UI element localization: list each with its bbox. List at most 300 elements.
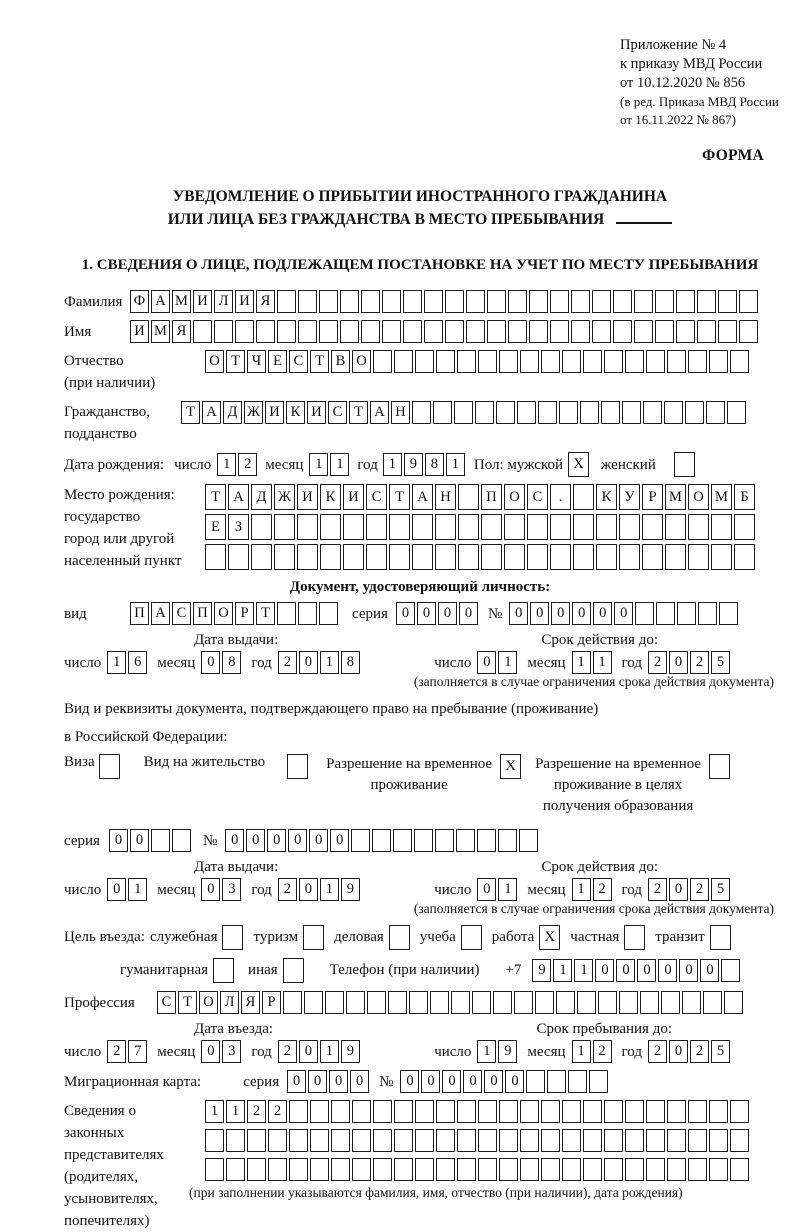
form-cell[interactable]: М bbox=[711, 484, 732, 510]
form-cell[interactable]: X bbox=[568, 452, 589, 477]
form-cell[interactable] bbox=[676, 290, 695, 313]
form-cell[interactable] bbox=[504, 544, 525, 570]
form-cell[interactable] bbox=[340, 320, 359, 343]
form-cell[interactable] bbox=[697, 290, 716, 313]
form-cell[interactable]: 0 bbox=[309, 829, 328, 852]
form-cell[interactable] bbox=[394, 350, 413, 373]
form-cell[interactable]: О bbox=[688, 484, 709, 510]
form-cell[interactable] bbox=[297, 514, 318, 540]
form-cell[interactable] bbox=[688, 544, 709, 570]
form-cell[interactable]: 0 bbox=[438, 602, 457, 625]
form-cell[interactable] bbox=[550, 514, 571, 540]
form-cell[interactable] bbox=[550, 320, 569, 343]
form-cell[interactable] bbox=[251, 514, 272, 540]
form-cell[interactable] bbox=[414, 829, 433, 852]
form-cell[interactable] bbox=[697, 320, 716, 343]
form-cell[interactable] bbox=[289, 1158, 308, 1181]
form-cell[interactable] bbox=[573, 544, 594, 570]
form-cell[interactable] bbox=[435, 514, 456, 540]
form-cell[interactable]: 9 bbox=[404, 453, 423, 476]
form-cell[interactable] bbox=[499, 1100, 518, 1123]
form-cell[interactable] bbox=[622, 401, 641, 424]
form-cell[interactable] bbox=[343, 514, 364, 540]
form-cell[interactable]: 0 bbox=[509, 602, 528, 625]
form-cell[interactable]: 0 bbox=[267, 829, 286, 852]
form-cell[interactable]: 0 bbox=[299, 651, 318, 674]
form-cell[interactable]: А bbox=[202, 401, 221, 424]
form-cell[interactable]: Ж bbox=[274, 484, 295, 510]
form-cell[interactable] bbox=[319, 290, 338, 313]
form-cell[interactable]: А bbox=[228, 484, 249, 510]
form-cell[interactable] bbox=[526, 1070, 545, 1093]
form-cell[interactable] bbox=[403, 290, 422, 313]
form-cell[interactable]: Я bbox=[241, 991, 260, 1014]
form-cell[interactable]: 0 bbox=[477, 878, 496, 901]
form-cell[interactable] bbox=[478, 350, 497, 373]
form-cell[interactable] bbox=[403, 320, 422, 343]
form-cell[interactable] bbox=[676, 320, 695, 343]
form-cell[interactable]: О bbox=[205, 350, 224, 373]
form-cell[interactable] bbox=[709, 350, 728, 373]
form-cell[interactable]: Я bbox=[256, 290, 275, 313]
form-cell[interactable]: П bbox=[193, 602, 212, 625]
form-cell[interactable] bbox=[433, 401, 452, 424]
form-cell[interactable]: 9 bbox=[498, 1040, 517, 1063]
form-cell[interactable] bbox=[340, 290, 359, 313]
form-cell[interactable] bbox=[436, 350, 455, 373]
form-cell[interactable]: 0 bbox=[299, 878, 318, 901]
form-cell[interactable]: 0 bbox=[299, 1040, 318, 1063]
form-cell[interactable]: 0 bbox=[442, 1070, 461, 1093]
form-cell[interactable] bbox=[475, 401, 494, 424]
residence-permit-checkbox[interactable] bbox=[287, 754, 308, 779]
form-cell[interactable]: 0 bbox=[700, 959, 719, 982]
form-cell[interactable] bbox=[424, 320, 443, 343]
form-cell[interactable]: Т bbox=[349, 401, 368, 424]
form-cell[interactable] bbox=[319, 320, 338, 343]
form-cell[interactable] bbox=[529, 320, 548, 343]
sex-male-checkbox[interactable] bbox=[568, 452, 589, 477]
form-cell[interactable] bbox=[247, 1158, 266, 1181]
form-cell[interactable] bbox=[436, 1100, 455, 1123]
form-cell[interactable]: 2 bbox=[690, 1040, 709, 1063]
form-cell[interactable] bbox=[562, 1100, 581, 1123]
form-cell[interactable] bbox=[343, 544, 364, 570]
purpose-private-checkbox[interactable] bbox=[624, 925, 645, 950]
form-cell[interactable]: 2 bbox=[238, 453, 257, 476]
form-cell[interactable]: Р bbox=[262, 991, 281, 1014]
form-cell[interactable] bbox=[289, 1100, 308, 1123]
form-cell[interactable] bbox=[709, 754, 730, 779]
edu-permit-checkbox[interactable] bbox=[709, 754, 730, 779]
sex-female-checkbox[interactable] bbox=[674, 452, 695, 477]
form-cell[interactable]: 9 bbox=[532, 959, 551, 982]
form-cell[interactable]: С bbox=[527, 484, 548, 510]
form-cell[interactable] bbox=[529, 290, 548, 313]
form-cell[interactable] bbox=[498, 829, 517, 852]
form-cell[interactable] bbox=[718, 290, 737, 313]
form-cell[interactable] bbox=[583, 1129, 602, 1152]
form-cell[interactable]: Р bbox=[642, 484, 663, 510]
form-cell[interactable]: 0 bbox=[616, 959, 635, 982]
form-cell[interactable] bbox=[739, 320, 758, 343]
form-cell[interactable] bbox=[298, 290, 317, 313]
form-cell[interactable] bbox=[625, 1100, 644, 1123]
form-cell[interactable]: 9 bbox=[341, 878, 360, 901]
form-cell[interactable] bbox=[151, 829, 170, 852]
form-cell[interactable] bbox=[222, 925, 243, 950]
form-cell[interactable]: 2 bbox=[278, 878, 297, 901]
purpose-transit-checkbox[interactable] bbox=[710, 925, 731, 950]
form-cell[interactable] bbox=[389, 514, 410, 540]
form-cell[interactable] bbox=[466, 320, 485, 343]
form-cell[interactable] bbox=[366, 544, 387, 570]
form-cell[interactable] bbox=[661, 991, 680, 1014]
form-cell[interactable]: 0 bbox=[107, 878, 126, 901]
form-cell[interactable]: 1 bbox=[498, 878, 517, 901]
form-cell[interactable] bbox=[739, 290, 758, 313]
form-cell[interactable] bbox=[711, 544, 732, 570]
form-cell[interactable] bbox=[274, 514, 295, 540]
form-cell[interactable]: 0 bbox=[308, 1070, 327, 1093]
temp-permit-checkbox[interactable] bbox=[500, 754, 521, 779]
form-cell[interactable] bbox=[634, 320, 653, 343]
form-cell[interactable] bbox=[277, 602, 296, 625]
form-cell[interactable]: 0 bbox=[530, 602, 549, 625]
form-cell[interactable]: И bbox=[235, 290, 254, 313]
form-cell[interactable] bbox=[373, 350, 392, 373]
form-cell[interactable]: Т bbox=[205, 484, 226, 510]
form-cell[interactable] bbox=[604, 1158, 623, 1181]
form-cell[interactable] bbox=[268, 1158, 287, 1181]
form-cell[interactable] bbox=[409, 991, 428, 1014]
form-cell[interactable] bbox=[382, 320, 401, 343]
form-cell[interactable]: Ф bbox=[130, 290, 149, 313]
form-cell[interactable] bbox=[373, 1129, 392, 1152]
form-cell[interactable]: 6 bbox=[128, 651, 147, 674]
form-cell[interactable]: 0 bbox=[246, 829, 265, 852]
form-cell[interactable] bbox=[519, 829, 538, 852]
form-cell[interactable]: 0 bbox=[400, 1070, 419, 1093]
form-cell[interactable]: 2 bbox=[690, 651, 709, 674]
form-cell[interactable] bbox=[457, 1158, 476, 1181]
form-cell[interactable] bbox=[331, 1158, 350, 1181]
form-cell[interactable] bbox=[619, 991, 638, 1014]
form-cell[interactable] bbox=[256, 320, 275, 343]
form-cell[interactable]: 2 bbox=[648, 878, 667, 901]
form-cell[interactable]: 0 bbox=[201, 1040, 220, 1063]
form-cell[interactable]: Т bbox=[178, 991, 197, 1014]
purpose-work-checkbox[interactable] bbox=[539, 925, 560, 950]
form-cell[interactable] bbox=[646, 1129, 665, 1152]
form-cell[interactable]: И bbox=[265, 401, 284, 424]
form-cell[interactable] bbox=[351, 829, 370, 852]
form-cell[interactable]: Т bbox=[256, 602, 275, 625]
form-cell[interactable]: 0 bbox=[614, 602, 633, 625]
form-cell[interactable]: 0 bbox=[658, 959, 677, 982]
form-cell[interactable] bbox=[457, 1100, 476, 1123]
form-cell[interactable]: 1 bbox=[572, 878, 591, 901]
form-cell[interactable]: Л bbox=[214, 290, 233, 313]
form-cell[interactable]: Д bbox=[223, 401, 242, 424]
form-cell[interactable] bbox=[205, 1158, 224, 1181]
form-cell[interactable] bbox=[394, 1129, 413, 1152]
form-cell[interactable] bbox=[226, 1129, 245, 1152]
form-cell[interactable]: А bbox=[370, 401, 389, 424]
purpose-other-checkbox[interactable] bbox=[283, 958, 304, 983]
visa-checkbox[interactable] bbox=[99, 754, 120, 779]
form-cell[interactable]: 3 bbox=[222, 1040, 241, 1063]
form-cell[interactable] bbox=[598, 991, 617, 1014]
form-cell[interactable]: 1 bbox=[309, 453, 328, 476]
form-cell[interactable] bbox=[734, 514, 755, 540]
form-cell[interactable] bbox=[352, 1129, 371, 1152]
form-cell[interactable]: П bbox=[481, 484, 502, 510]
form-cell[interactable] bbox=[730, 350, 749, 373]
form-cell[interactable]: 0 bbox=[130, 829, 149, 852]
form-cell[interactable] bbox=[205, 1129, 224, 1152]
form-cell[interactable]: 0 bbox=[330, 829, 349, 852]
form-cell[interactable] bbox=[487, 320, 506, 343]
form-cell[interactable]: 5 bbox=[711, 1040, 730, 1063]
form-cell[interactable] bbox=[436, 1158, 455, 1181]
form-cell[interactable]: 8 bbox=[425, 453, 444, 476]
form-cell[interactable] bbox=[559, 401, 578, 424]
form-cell[interactable]: М bbox=[151, 320, 170, 343]
form-cell[interactable] bbox=[445, 320, 464, 343]
form-cell[interactable] bbox=[451, 991, 470, 1014]
form-cell[interactable] bbox=[508, 320, 527, 343]
form-cell[interactable] bbox=[445, 290, 464, 313]
form-cell[interactable]: 2 bbox=[593, 878, 612, 901]
form-cell[interactable] bbox=[730, 1158, 749, 1181]
form-cell[interactable] bbox=[562, 1158, 581, 1181]
form-cell[interactable]: 1 bbox=[446, 453, 465, 476]
form-cell[interactable]: И bbox=[297, 484, 318, 510]
form-cell[interactable] bbox=[394, 1158, 413, 1181]
form-cell[interactable] bbox=[520, 1158, 539, 1181]
form-cell[interactable] bbox=[389, 925, 410, 950]
form-cell[interactable]: М bbox=[172, 290, 191, 313]
form-cell[interactable] bbox=[573, 484, 594, 510]
form-cell[interactable] bbox=[724, 991, 743, 1014]
form-cell[interactable] bbox=[580, 401, 599, 424]
form-cell[interactable] bbox=[719, 602, 738, 625]
form-cell[interactable] bbox=[481, 544, 502, 570]
form-cell[interactable]: 5 bbox=[711, 651, 730, 674]
form-cell[interactable]: 1 bbox=[128, 878, 147, 901]
form-cell[interactable] bbox=[667, 1158, 686, 1181]
form-cell[interactable] bbox=[688, 1129, 707, 1152]
form-cell[interactable] bbox=[677, 602, 696, 625]
form-cell[interactable]: С bbox=[366, 484, 387, 510]
form-cell[interactable] bbox=[412, 401, 431, 424]
form-cell[interactable] bbox=[478, 1100, 497, 1123]
form-cell[interactable]: 2 bbox=[278, 1040, 297, 1063]
form-cell[interactable]: А bbox=[151, 602, 170, 625]
form-cell[interactable] bbox=[688, 514, 709, 540]
form-cell[interactable]: Т bbox=[310, 350, 329, 373]
form-cell[interactable] bbox=[592, 290, 611, 313]
form-cell[interactable]: 0 bbox=[109, 829, 128, 852]
form-cell[interactable] bbox=[331, 1100, 350, 1123]
form-cell[interactable]: 1 bbox=[477, 1040, 496, 1063]
form-cell[interactable]: 0 bbox=[417, 602, 436, 625]
form-cell[interactable] bbox=[352, 1158, 371, 1181]
form-cell[interactable] bbox=[382, 290, 401, 313]
form-cell[interactable] bbox=[734, 544, 755, 570]
form-cell[interactable]: Н bbox=[391, 401, 410, 424]
form-cell[interactable] bbox=[527, 514, 548, 540]
form-cell[interactable]: Т bbox=[181, 401, 200, 424]
form-cell[interactable]: С bbox=[328, 401, 347, 424]
form-cell[interactable] bbox=[709, 1100, 728, 1123]
form-cell[interactable] bbox=[287, 754, 308, 779]
form-cell[interactable]: П bbox=[130, 602, 149, 625]
form-cell[interactable] bbox=[642, 514, 663, 540]
form-cell[interactable]: 7 bbox=[128, 1040, 147, 1063]
form-cell[interactable] bbox=[228, 544, 249, 570]
form-cell[interactable] bbox=[277, 320, 296, 343]
purpose-study-checkbox[interactable] bbox=[461, 925, 482, 950]
form-cell[interactable]: К bbox=[320, 484, 341, 510]
form-cell[interactable]: 1 bbox=[498, 651, 517, 674]
form-cell[interactable]: А bbox=[151, 290, 170, 313]
form-cell[interactable]: 0 bbox=[287, 1070, 306, 1093]
form-cell[interactable]: О bbox=[214, 602, 233, 625]
form-cell[interactable] bbox=[625, 350, 644, 373]
form-cell[interactable] bbox=[624, 925, 645, 950]
form-cell[interactable] bbox=[458, 544, 479, 570]
form-cell[interactable] bbox=[481, 514, 502, 540]
form-cell[interactable] bbox=[520, 350, 539, 373]
form-cell[interactable] bbox=[226, 1158, 245, 1181]
form-cell[interactable]: 2 bbox=[247, 1100, 266, 1123]
form-cell[interactable] bbox=[604, 350, 623, 373]
form-cell[interactable] bbox=[667, 1129, 686, 1152]
form-cell[interactable]: X bbox=[539, 925, 560, 950]
form-cell[interactable] bbox=[613, 290, 632, 313]
form-cell[interactable]: К bbox=[596, 484, 617, 510]
form-cell[interactable] bbox=[706, 401, 725, 424]
form-cell[interactable]: 0 bbox=[225, 829, 244, 852]
form-cell[interactable] bbox=[454, 401, 473, 424]
form-cell[interactable]: 1 bbox=[217, 453, 236, 476]
form-cell[interactable]: . bbox=[550, 484, 571, 510]
form-cell[interactable] bbox=[664, 401, 683, 424]
form-cell[interactable] bbox=[550, 290, 569, 313]
form-cell[interactable]: О bbox=[199, 991, 218, 1014]
form-cell[interactable]: 1 bbox=[320, 651, 339, 674]
form-cell[interactable] bbox=[394, 1100, 413, 1123]
form-cell[interactable] bbox=[688, 350, 707, 373]
form-cell[interactable]: 1 bbox=[383, 453, 402, 476]
form-cell[interactable]: 0 bbox=[463, 1070, 482, 1093]
form-cell[interactable] bbox=[461, 925, 482, 950]
form-cell[interactable] bbox=[213, 958, 234, 983]
form-cell[interactable] bbox=[730, 1100, 749, 1123]
form-cell[interactable] bbox=[562, 350, 581, 373]
form-cell[interactable] bbox=[718, 320, 737, 343]
form-cell[interactable]: 0 bbox=[350, 1070, 369, 1093]
form-cell[interactable] bbox=[283, 958, 304, 983]
form-cell[interactable]: Е bbox=[268, 350, 287, 373]
form-cell[interactable] bbox=[665, 514, 686, 540]
form-cell[interactable] bbox=[277, 290, 296, 313]
form-cell[interactable] bbox=[640, 991, 659, 1014]
form-cell[interactable] bbox=[430, 991, 449, 1014]
form-cell[interactable] bbox=[456, 829, 475, 852]
form-cell[interactable] bbox=[424, 290, 443, 313]
form-cell[interactable] bbox=[577, 991, 596, 1014]
form-cell[interactable]: 1 bbox=[593, 651, 612, 674]
form-cell[interactable] bbox=[352, 1100, 371, 1123]
form-cell[interactable]: 2 bbox=[278, 651, 297, 674]
form-cell[interactable] bbox=[297, 544, 318, 570]
form-cell[interactable] bbox=[373, 1100, 392, 1123]
form-cell[interactable]: 1 bbox=[553, 959, 572, 982]
form-cell[interactable]: 2 bbox=[648, 651, 667, 674]
form-cell[interactable]: 0 bbox=[669, 651, 688, 674]
form-cell[interactable]: 0 bbox=[595, 959, 614, 982]
form-cell[interactable]: 2 bbox=[107, 1040, 126, 1063]
form-cell[interactable] bbox=[592, 320, 611, 343]
form-cell[interactable] bbox=[508, 290, 527, 313]
form-cell[interactable] bbox=[568, 1070, 587, 1093]
form-cell[interactable]: М bbox=[665, 484, 686, 510]
form-cell[interactable] bbox=[493, 991, 512, 1014]
form-cell[interactable]: Я bbox=[172, 320, 191, 343]
form-cell[interactable] bbox=[436, 1129, 455, 1152]
form-cell[interactable] bbox=[415, 1158, 434, 1181]
form-cell[interactable]: У bbox=[619, 484, 640, 510]
form-cell[interactable] bbox=[389, 544, 410, 570]
form-cell[interactable]: 0 bbox=[329, 1070, 348, 1093]
form-cell[interactable]: С bbox=[157, 991, 176, 1014]
form-cell[interactable] bbox=[550, 544, 571, 570]
form-cell[interactable]: 0 bbox=[669, 878, 688, 901]
form-cell[interactable] bbox=[372, 829, 391, 852]
form-cell[interactable]: 5 bbox=[711, 878, 730, 901]
form-cell[interactable] bbox=[583, 1100, 602, 1123]
form-cell[interactable] bbox=[604, 1100, 623, 1123]
form-cell[interactable]: 0 bbox=[551, 602, 570, 625]
form-cell[interactable] bbox=[583, 1158, 602, 1181]
form-cell[interactable] bbox=[496, 401, 515, 424]
form-cell[interactable]: С bbox=[172, 602, 191, 625]
form-cell[interactable] bbox=[646, 1158, 665, 1181]
form-cell[interactable] bbox=[698, 602, 717, 625]
form-cell[interactable]: С bbox=[289, 350, 308, 373]
form-cell[interactable] bbox=[674, 452, 695, 477]
form-cell[interactable]: 1 bbox=[572, 1040, 591, 1063]
form-cell[interactable] bbox=[601, 401, 620, 424]
form-cell[interactable] bbox=[310, 1158, 329, 1181]
form-cell[interactable]: 2 bbox=[268, 1100, 287, 1123]
form-cell[interactable] bbox=[573, 514, 594, 540]
form-cell[interactable]: 8 bbox=[341, 651, 360, 674]
form-cell[interactable] bbox=[643, 401, 662, 424]
form-cell[interactable] bbox=[538, 401, 557, 424]
form-cell[interactable] bbox=[478, 1158, 497, 1181]
form-cell[interactable]: Ж bbox=[244, 401, 263, 424]
form-cell[interactable] bbox=[457, 350, 476, 373]
form-cell[interactable] bbox=[298, 320, 317, 343]
form-cell[interactable] bbox=[320, 514, 341, 540]
form-cell[interactable] bbox=[571, 320, 590, 343]
form-cell[interactable] bbox=[361, 290, 380, 313]
form-cell[interactable] bbox=[710, 925, 731, 950]
